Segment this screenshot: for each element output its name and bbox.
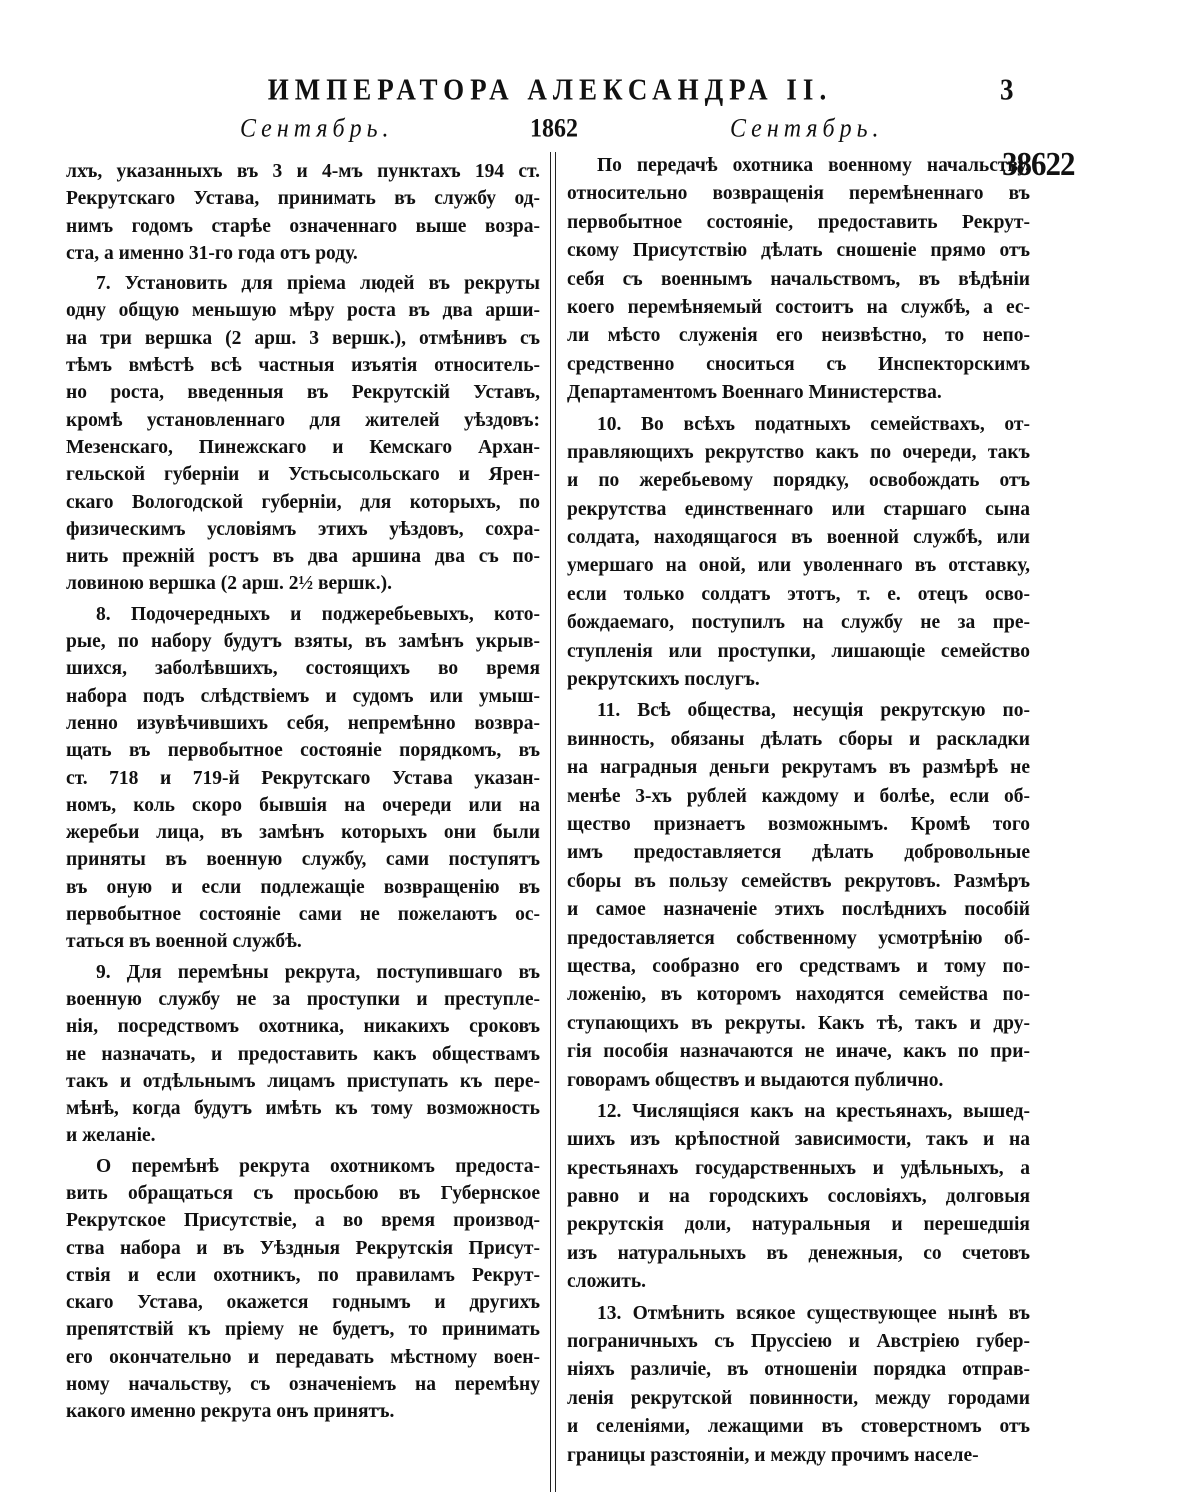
text-line: По передачѣ охотника военному начальству,: [597, 155, 1030, 176]
month-left: Сентябрь.: [240, 114, 394, 144]
text-line: солдата, находящагося въ военной службѣ, или: [567, 527, 1030, 549]
text-line: рекрутства единственнаго или старшаго сына: [567, 498, 1030, 520]
text-line: набора подъ слѣдствіемъ и судомъ или умыш-: [66, 685, 540, 707]
paragraph: [66, 158, 540, 267]
left-column: [66, 158, 540, 1429]
text-line: военную службу не за проступки и преступле-: [66, 988, 540, 1010]
text-line: 8. Подочередныхъ и поджеребьевыхъ, кото-: [96, 603, 540, 625]
paragraph: [66, 601, 540, 956]
text-line: сборы въ пользу семействъ рекрутовъ. Размѣръ: [567, 870, 1030, 892]
running-title: ИМПЕРАТОРА АЛЕКСАНДРА II.: [267, 71, 833, 107]
text-line: 7. Установить для пріема людей въ рекруты: [96, 273, 540, 295]
text-line: относительно возвращенія перемѣненнаго въ: [567, 183, 1030, 205]
text-line: лхъ, указанныхъ въ 3 и 4-мъ пунктахъ 194 ст.: [66, 161, 540, 182]
text-line: какого именно рекрута онъ принятъ.: [66, 1401, 395, 1423]
year: 1862: [530, 114, 578, 144]
text-line: кромѣ установленнаго для жителей уѣздовъ:: [66, 409, 540, 431]
text-line: ства набора и въ Уѣздныя Рекрутскія Присут-: [66, 1237, 540, 1259]
text-line: ніяхъ различіе, въ отношеніи порядка отправ-: [567, 1359, 1030, 1381]
text-line: рекрутскихъ послугъ.: [567, 669, 760, 691]
text-line: номъ, коль скоро бывшія на очереди или на: [66, 794, 540, 816]
text-line: ст. 718 и 719-й Рекрутскаго Устава указан-: [66, 767, 540, 789]
text-line: изъ натуральныхъ въ денежныя, со счетовъ: [567, 1242, 1030, 1264]
text-line: щество признаетъ возможнымъ. Кромѣ того: [567, 813, 1030, 835]
text-line: коего перемѣняемый состоитъ на службѣ, а ес-: [567, 296, 1030, 318]
text-line: если только солдатъ этотъ, т. е. отецъ осво-: [567, 583, 1030, 605]
text-line: нія, посредствомъ охотника, никакихъ сроковъ: [66, 1016, 540, 1038]
document-number: 38622: [1002, 144, 1075, 183]
text-line: скому Присутствію дѣлать сношеніе прямо отъ: [567, 240, 1030, 262]
text-line: ста, а именно 31-го года отъ роду.: [66, 242, 358, 264]
text-line: и селеніями, лежащими въ стоверстномъ отъ: [567, 1416, 1030, 1438]
text-line: препятствій къ пріему не будетъ, то принимать: [66, 1319, 540, 1341]
text-line: приняты въ военную службу, сами поступятъ: [66, 849, 540, 871]
text-line: жеребьи лица, въ замѣнъ которыхъ они были: [66, 822, 540, 844]
text-line: винность, обязаны дѣлать сборы и раскладки: [567, 728, 1030, 750]
text-line: но роста, введенныя въ Рекрутскій Уставъ,: [66, 382, 540, 404]
text-line: его окончательно и передавать мѣстному воен-: [66, 1346, 540, 1368]
text-line: бождаемаго, поступилъ на службу не за пре-: [567, 612, 1030, 634]
text-line: 11. Всѣ общества, несущія рекрутскую по-: [597, 700, 1030, 722]
column-divider: [550, 152, 556, 1492]
text-line: Департаментомъ Военнаго Министерства.: [567, 382, 942, 404]
text-line: менѣе 3-хъ рублей каждому и болѣе, если об-: [567, 785, 1030, 807]
text-line: ленно изувѣчившихъ себя, непремѣнно возвра-: [66, 712, 540, 734]
text-line: 13. Отмѣнить всякое существующее нынѣ въ: [597, 1302, 1030, 1324]
text-line: шихся, заболѣвшихъ, состоящихъ во время: [66, 658, 540, 680]
text-line: гельской губерніи и Устьсысольскаго и Ярен-: [66, 464, 540, 486]
paragraph: [567, 697, 1030, 1094]
paragraph: [567, 1300, 1030, 1470]
text-line: предоставляется собственному усмотрѣнію об-: [567, 927, 1030, 949]
text-line: ложенію, въ которомъ находятся семейства по-: [567, 984, 1030, 1006]
text-line: скаго Устава, окажется годнымъ и другихъ: [66, 1292, 540, 1314]
text-line: щать въ первобытное состояніе порядкомъ, въ: [66, 740, 540, 762]
text-line: 9. Для перемѣны рекрута, поступившаго въ: [96, 961, 540, 983]
text-line: и самое назначеніе этихъ послѣднихъ пособій: [567, 899, 1030, 921]
text-line: гія пособія назначаются не иначе, какъ по при-: [567, 1041, 1030, 1063]
text-line: имъ предоставляется дѣлать добровольные: [567, 842, 1030, 864]
text-line: первобытное состояніе сами не пожелаютъ ос-: [66, 904, 540, 926]
paragraph: [567, 1098, 1030, 1297]
text-line: рые, по набору будутъ взяты, въ замѣнъ укрыв-: [66, 631, 540, 653]
right-column: [567, 152, 1030, 1473]
text-line: на три вершка (2 арш. 3 вершк.), отмѣнивъ съ: [66, 327, 540, 349]
text-line: первобытное состояніе, предоставить Рекрут-: [567, 211, 1030, 233]
paragraph: [567, 411, 1030, 695]
paragraph: [66, 270, 540, 598]
text-line: Мезенскаго, Пинежскаго и Кемскаго Архан-: [66, 436, 540, 458]
text-line: ловиною вершка (2 арш. 2½ вершк.).: [66, 573, 392, 595]
text-line: границы разстояніи, и между прочимъ населе-: [567, 1444, 979, 1466]
paragraph: [66, 1153, 540, 1426]
text-line: таться въ военной службѣ.: [66, 931, 302, 953]
text-line: Рекрутское Присутствіе, а во время производ-: [66, 1210, 540, 1232]
text-line: такъ и отдѣльнымъ лицамъ приступать къ пере-: [66, 1070, 540, 1092]
text-line: мѣнѣ, когда будутъ имѣть къ тому возможность: [66, 1098, 540, 1120]
text-line: ствія и если охотникъ, по правиламъ Рекрут-: [66, 1264, 540, 1286]
text-line: скаго Вологодской губерніи, для которыхъ, по: [66, 491, 540, 513]
text-line: физическимъ условіямъ этихъ уѣздовъ, сохра-: [66, 518, 540, 540]
text-line: себя съ военнымъ начальствомъ, въ вѣдѣніи: [567, 268, 1030, 290]
text-line: умершаго на оной, или уволеннаго въ отставку,: [567, 555, 1030, 577]
month-right: Сентябрь.: [730, 114, 884, 144]
text-line: щества, сообразно его средствамъ и тому по-: [567, 955, 1030, 977]
text-line: ли мѣсто служенія его неизвѣстно, то непо-: [567, 325, 1030, 347]
text-line: Рекрутскаго Устава, принимать въ службу од-: [66, 188, 540, 210]
text-line: говорамъ обществъ и выдаются публично.: [567, 1069, 944, 1091]
text-line: тѣмъ вмѣстѣ всѣ частныя изъятія относитель-: [66, 355, 540, 377]
text-line: шихъ изъ крѣпостной зависимости, такъ и на: [567, 1129, 1030, 1151]
text-line: 12. Числящіяся какъ на крестьянахъ, вышед-: [597, 1100, 1030, 1122]
text-line: нимъ годомъ старѣе означеннаго выше возра-: [66, 215, 540, 237]
text-line: рекрутскія доли, натуральныя и перешедшія: [567, 1214, 1030, 1236]
text-line: ступленія или проступки, лишающіе семейство: [567, 640, 1030, 662]
text-line: крестьянахъ государственныхъ и удѣльныхъ, а: [567, 1157, 1030, 1179]
text-line: пограничныхъ съ Пруссіею и Австріею губер-: [567, 1331, 1030, 1353]
text-line: нить прежній ростъ въ два аршина два съ по-: [66, 546, 540, 568]
text-line: правляющихъ рекрутство какъ по очереди, такъ: [567, 441, 1030, 463]
text-line: и по жеребьевому порядку, освобождать отъ: [567, 470, 1030, 492]
text-line: ступающихъ въ рекруты. Какъ тѣ, такъ и дру-: [567, 1012, 1030, 1034]
text-line: вить обращаться съ просьбою въ Губернское: [66, 1182, 540, 1204]
text-line: равно и на городскихъ сословіяхъ, долговыя: [567, 1186, 1030, 1208]
text-line: 10. Во всѣхъ податныхъ семействахъ, от-: [597, 413, 1030, 435]
text-line: О перемѣнѣ рекрута охотникомъ предоста-: [96, 1155, 540, 1177]
paragraph: [567, 152, 1030, 408]
text-line: одну общую меньшую мѣру роста въ два арши-: [66, 300, 540, 322]
text-line: ному начальству, съ означеніемъ на перемѣну: [66, 1374, 540, 1396]
text-line: сложить.: [567, 1271, 646, 1293]
page-number: 3: [1000, 71, 1014, 107]
text-line: въ оную и если подлежащіе возвращенію въ: [66, 876, 540, 898]
paragraph: [66, 959, 540, 1150]
text-line: средственно сноситься съ Инспекторскимъ: [567, 353, 1030, 375]
text-line: не назначать, и предоставить какъ обществамъ: [66, 1043, 540, 1065]
text-line: и желаніе.: [66, 1125, 156, 1147]
text-line: на наградныя деньги рекрутамъ въ размѣрѣ не: [567, 757, 1030, 779]
text-line: ленія рекрутской повинности, между городами: [567, 1387, 1030, 1409]
